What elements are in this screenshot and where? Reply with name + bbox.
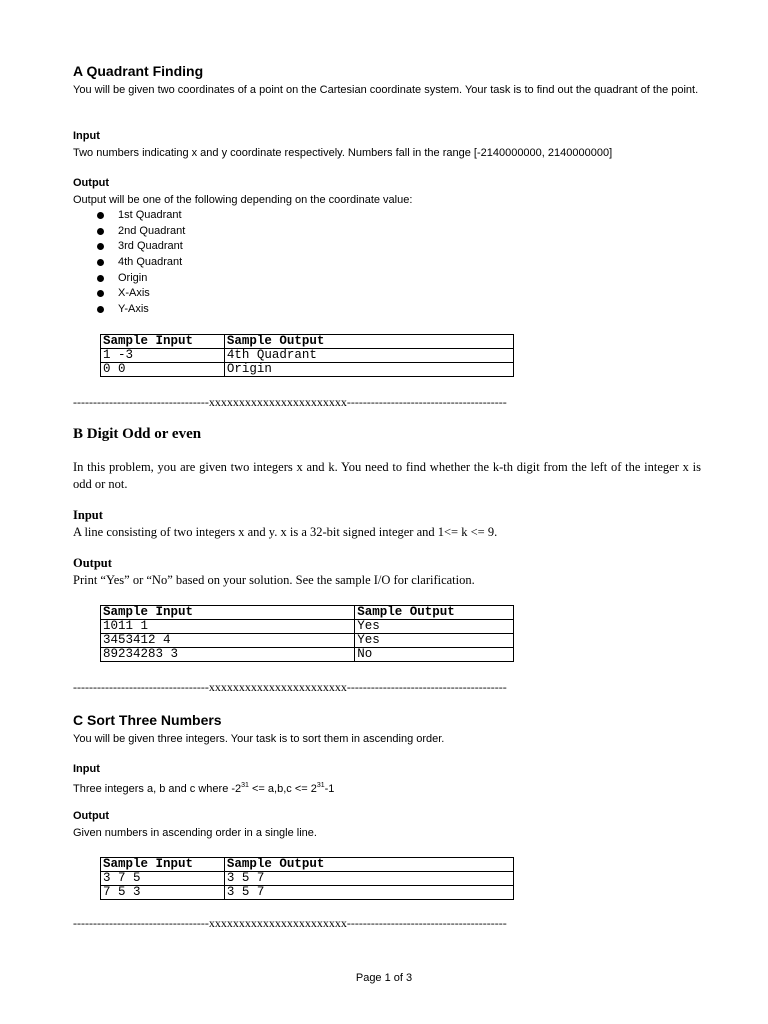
problem-c-sample-table [100, 857, 514, 900]
problem-c-input-text [73, 778, 713, 797]
problem-a-options-list [73, 208, 185, 318]
table-header-cell: Sample Output [355, 606, 514, 620]
table-row [101, 363, 514, 377]
table-header-cell: Sample Output [224, 335, 513, 349]
table-row [101, 872, 514, 886]
list-item: 4th Quadrant [73, 255, 185, 271]
problem-c-input-heading: Input [73, 763, 100, 775]
problem-a-output-heading: Output [73, 177, 110, 189]
table-cell: 3 7 5 [101, 872, 225, 886]
problem-a-description: You will be given two coordinates of a point on the Cartesian coordinate system. Your task is to find out the quadrant of the point. [73, 84, 699, 96]
table-cell: 4th Quadrant [224, 349, 513, 363]
separator-line: ----------------------------------xxxxxxxxxxxxxxxxxxxxxxx---------------------------------------- [73, 395, 507, 409]
exponent: 31 [241, 782, 249, 789]
table-cell: 7 5 3 [101, 886, 225, 900]
problem-b-title: B Digit Odd or even [73, 426, 202, 442]
problem-b-sample-table [100, 605, 514, 662]
problem-b-output-text: Print “Yes” or “No” based on your solution. See the sample I/O for clarification. [73, 573, 475, 587]
problem-a-input-text: Two numbers indicating x and y coordinate respectively. Numbers fall in the range [-2140000000, 2140000000] [73, 147, 613, 159]
table-header-cell: Sample Input [101, 858, 225, 872]
problem-c-output-text: Given numbers in ascending order in a single line. [73, 827, 317, 839]
table-cell: Yes [355, 634, 514, 648]
problem-a-sample-table [100, 334, 514, 377]
table-header-row [101, 606, 514, 620]
table-header-cell: Sample Input [101, 606, 355, 620]
table-cell: 1 -3 [101, 349, 225, 363]
problem-a-title: A Quadrant Finding [73, 63, 204, 79]
list-item: 1st Quadrant [73, 208, 185, 224]
list-item: 2nd Quadrant [73, 224, 185, 240]
table-header-cell: Sample Input [101, 335, 225, 349]
table-cell: 3 5 7 [224, 872, 513, 886]
problem-c-title: C Sort Three Numbers [73, 712, 222, 728]
problem-a-input-heading: Input [73, 130, 100, 142]
list-item: Origin [73, 271, 185, 287]
table-row [101, 886, 514, 900]
list-item: 3rd Quadrant [73, 239, 185, 255]
table-cell: Origin [224, 363, 513, 377]
list-item: X-Axis [73, 286, 185, 302]
problem-c-description: You will be given three integers. Your task is to sort them in ascending order. [73, 733, 445, 745]
table-cell: 3 5 7 [224, 886, 513, 900]
page-number: Page 1 of 3 [355, 972, 413, 984]
problem-b-description: In this problem, you are given two integers x and k. You need to find whether the k-th digit from the left of the integer x is odd or not. [73, 460, 701, 491]
input-text-part: Three integers a, b and c where -2 [73, 783, 242, 795]
table-cell: 1011 1 [101, 620, 355, 634]
table-cell: No [355, 648, 514, 662]
table-row [101, 349, 514, 363]
list-item: Y-Axis [73, 302, 185, 318]
table-cell: Yes [355, 620, 514, 634]
problem-a-output-text: Output will be one of the following depending on the coordinate value: [73, 194, 413, 206]
table-row [101, 620, 514, 634]
table-row [101, 634, 514, 648]
table-cell: 89234283 3 [101, 648, 355, 662]
exponent: 31 [316, 782, 325, 789]
problem-b-output-heading: Output [73, 556, 112, 570]
table-row [101, 648, 514, 662]
table-header-cell: Sample Output [224, 858, 513, 872]
problem-b-input-heading: Input [73, 508, 103, 522]
separator-line: ----------------------------------xxxxxxxxxxxxxxxxxxxxxxx---------------------------------------- [73, 916, 507, 930]
separator-line: ----------------------------------xxxxxxxxxxxxxxxxxxxxxxx---------------------------------------- [73, 680, 507, 694]
table-header-row [101, 858, 514, 872]
table-cell: 3453412 4 [101, 634, 355, 648]
problem-b-input-text: A line consisting of two integers x and y. x is a 32-bit signed integer and 1<= k <= 9. [73, 525, 498, 539]
input-text-part: <= a,b,c <= 2 [248, 783, 317, 795]
table-header-row [101, 335, 514, 349]
input-text-part: -1 [324, 783, 335, 795]
table-cell: 0 0 [101, 363, 225, 377]
problem-c-output-heading: Output [73, 810, 110, 822]
